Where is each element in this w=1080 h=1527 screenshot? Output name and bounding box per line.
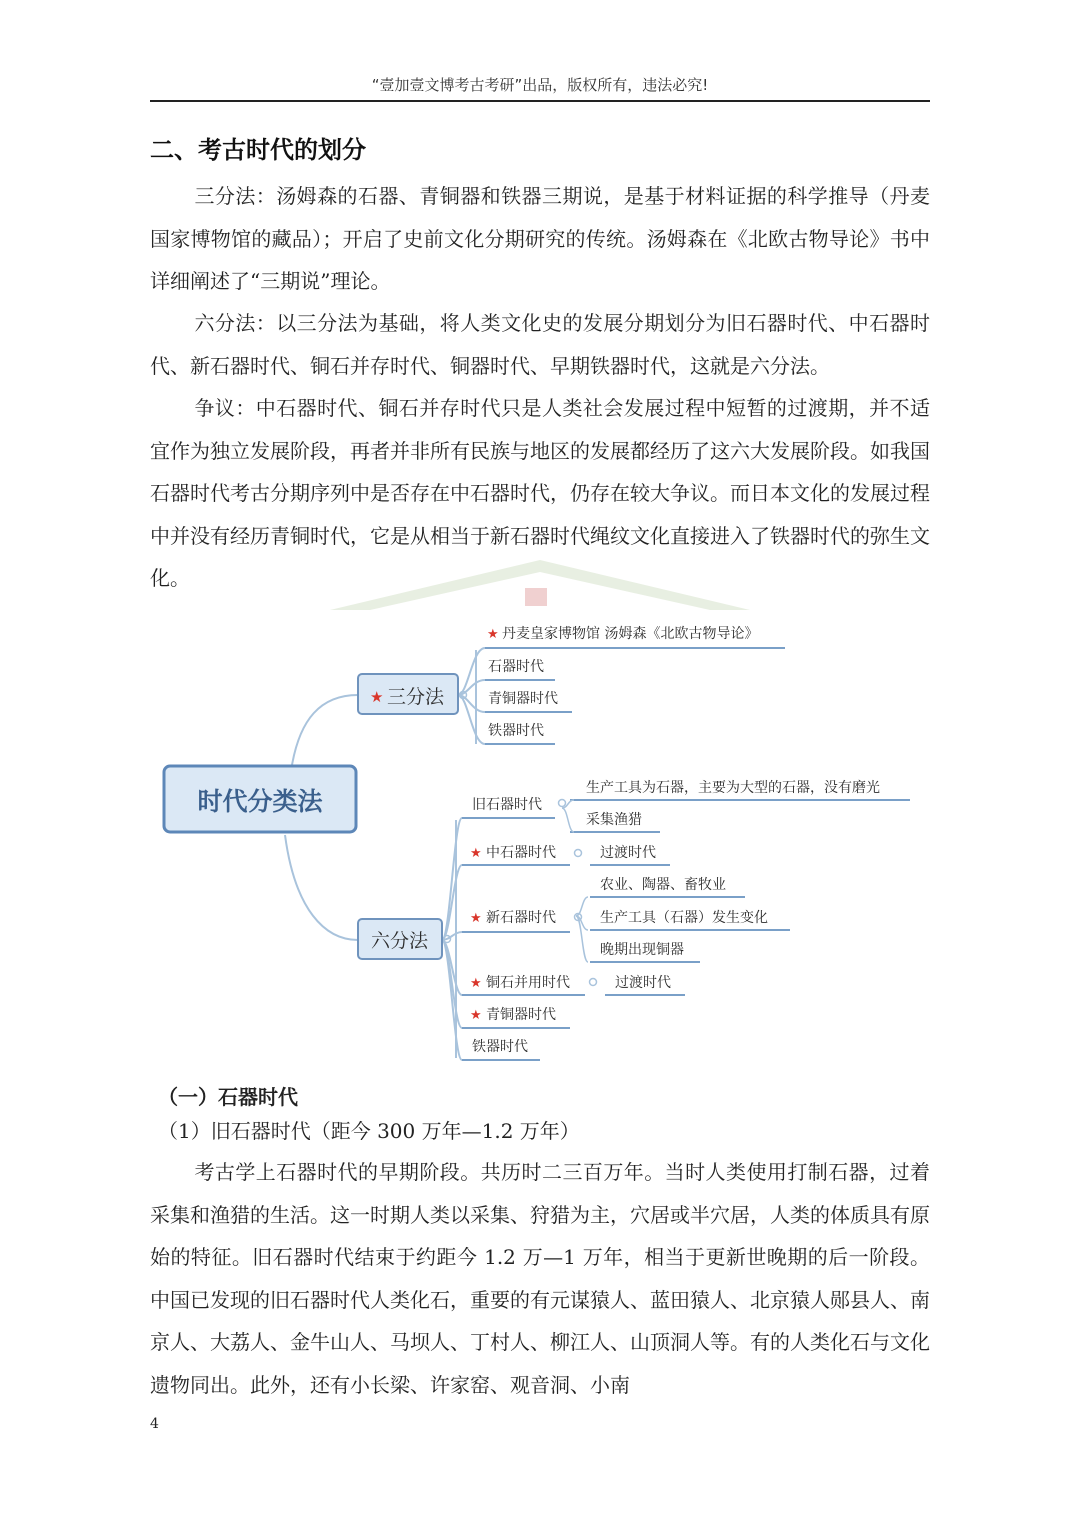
mindmap-note: 晚期出现铜器 — [600, 942, 684, 958]
page-number: 4 — [150, 1416, 159, 1432]
mindmap-note: 农业、陶器、畜牧业 — [600, 877, 726, 893]
paragraph-three-division: 三分法：汤姆森的石器、青铜器和铁器三期说，是基于材料证据的科学推导（丹麦国家博物馆的藏品）；开启了史前文化分期研究的传统。汤姆森在《北欧古物导论》书中详细阐述了“三期说”理论。 — [150, 184, 930, 293]
mindmap-three-item: 石器时代 — [488, 659, 544, 675]
star-icon: ★ — [470, 911, 482, 926]
mindmap-three-item: 铁器时代 — [488, 723, 544, 739]
section-title: 二、考古时代的划分 — [150, 136, 366, 164]
mindmap-six-item-bronze: 青铜器时代 — [486, 1007, 556, 1023]
mindmap-six-item-paleo: 旧石器时代 — [472, 797, 542, 813]
star-icon: ★ — [487, 627, 499, 642]
mindmap-note: 采集渔猎 — [586, 812, 642, 828]
mindmap-six-item-iron: 铁器时代 — [472, 1039, 528, 1055]
subsection-title: （一）石器时代 — [158, 1085, 298, 1109]
mindmap-three-item: 丹麦皇家博物馆 汤姆森《北欧古物导论》 — [502, 626, 759, 642]
mindmap-six-item-chalco: 铜石并用时代 — [486, 975, 570, 991]
mindmap-root-label: 时代分类法 — [197, 787, 323, 816]
mindmap-six-label: 六分法 — [371, 930, 429, 952]
mindmap-note: 过渡时代 — [600, 845, 656, 861]
star-icon: ★ — [470, 976, 482, 991]
star-icon: ★ — [470, 1008, 482, 1023]
mindmap-three-label: 三分法 — [387, 686, 445, 708]
star-icon: ★ — [470, 846, 482, 861]
mindmap-note: 过渡时代 — [615, 975, 671, 991]
header-rule — [150, 100, 930, 102]
star-icon: ★ — [370, 688, 384, 706]
paragraph-six-division: 六分法：以三分法为基础，将人类文化史的发展分期划分为旧石器时代、中石器时代、新石器时代、铜石并存时代、铜器时代、早期铁器时代，这就是六分法。 — [150, 311, 930, 378]
mindmap — [150, 610, 930, 1070]
paragraph-paleolithic: 考古学上石器时代的早期阶段。共历时二三百万年。当时人类使用打制石器，过着采集和渔猎的生活。这一时期人类以采集、狩猎为主，穴居或半穴居，人类的体质具有原始的特征。旧石器时代结束于约距今 1.2 万—1 万年，相当于更新世晚期的后一阶段。中国已发现的旧石器时代人类化石，重要的有元谋猿人、蓝田猿人、北京猿人郧县人、南京人、大荔人、金牛山人、马坝人、丁村人、柳江人、山顶洞人等。有的人类化石与文化遗物同出。此外，还有小长梁、许家窑、观音洞、小南 — [150, 1160, 930, 1397]
mindmap-six-item-neo: 新石器时代 — [486, 910, 556, 926]
mindmap-three-item: 青铜器时代 — [488, 691, 558, 707]
mindmap-six-item-meso: 中石器时代 — [486, 845, 556, 861]
mindmap-note: 生产工具为石器，主要为大型的石器，没有磨光 — [586, 780, 880, 796]
paragraph-controversy: 争议：中石器时代、铜石并存时代只是人类社会发展过程中短暂的过渡期，并不适宜作为独立发展阶段，再者并非所有民族与地区的发展都经历了这六大发展阶段。如我国石器时代考古分期序列中是否存在中石器时代，仍存在较大争议。而日本文化的发展过程中并没有经历青铜时代，它是从相当于新石器时代绳纹文化直接进入了铁器时代的弥生文化。 — [150, 396, 930, 590]
mindmap-note: 生产工具（石器）发生变化 — [600, 910, 768, 926]
sub-subsection-title: （1）旧石器时代（距今 300 万年—1.2 万年） — [158, 1119, 580, 1143]
page-header: “壹加壹文博考古考研”出品，版权所有，违法必究! — [371, 76, 709, 94]
